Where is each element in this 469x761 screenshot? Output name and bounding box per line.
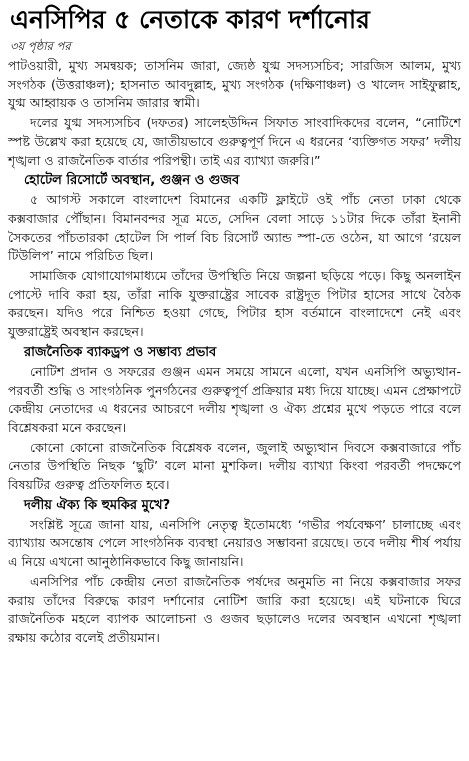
section-heading: হোটেল রিসোর্টে অবস্থান, গুঞ্জন ও গুজব — [24, 173, 240, 189]
article-paragraph: সামাজিক যোগাযোগমাধ্যমে তাঁদের উপস্থিতি নিয়ে জল্পনা ছড়িয়ে পড়ে। কিছু অনলাইন পোস্টে দাবি করা হয়, তাঁরা নাকি যুক্তরাষ্ট্রের সাবেক রাষ্ট্রদূত পিটার হাসের সাথে বৈঠক করছেন। যদিও পরে নিশ্চিত হওয়া গেছে, পিটার হাস বর্তমানে বাংলাদেশে নেই এবং যুক্তরাষ্ট্রেই অবস্থান করছেন। — [8, 268, 461, 340]
article-paragraph: পাটওয়ারী, মুখ্য সমন্বয়ক; তাসনিম জারা, জ্যেষ্ঠ যুগ্ম সদস্যসচিব; সারজিস আলম, মুখ্য সংগঠক (উত্তরাঞ্চল); হাসনাত আবদুল্লাহ, মুখ্য সংগঠক (দক্ষিণাঞ্চল) ও খালেদ সাইফুল্লাহ, যুগ্ম আহ্বায়ক ও তাসনিম জারার স্বামী। — [8, 58, 461, 111]
article-paragraph: ৫ আগস্ট সকালে বাংলাদেশ বিমানের একটি ফ্লাইটে ওই পাঁচ নেতা ঢাকা থেকে কক্সবাজার পৌঁছান। বিমানবন্দর সূত্র মতে, সেদিন বেলা সাড়ে ১১টার দিকে তাঁরা ইনানী সৈকতের পাঁচতারকা হোটেল সি পার্ল বিচ রিসোর্ট অ্যান্ড স্পা-তে ওঠেন, যা আগে ‘রয়েল টিউলিপ’ নামে পরিচিত ছিল। — [8, 192, 461, 264]
article-headline: এনসিপির ৫ নেতাকে কারণ দর্শানোর — [10, 5, 370, 34]
article-paragraph: দলের যুগ্ম সদস্যসচিব (দফতর) সালেহউদ্দিন সিফাত সাংবাদিকদের বলেন, “নোটিশে স্পষ্ট উল্লেখ করা হয়েছে যে, জাতীয়ভাবে গুরুত্বপূর্ণ দিনে এ ধরনের ‘ব্যক্তিগত সফর’ দলীয় শৃঙ্খলা ও রাজনৈতিক বার্তার পরিপন্থী। তাই এর ব্যাখ্যা জরুরি।” — [8, 115, 461, 168]
section-heading: রাজনৈতিক ব্যাকড্রপ ও সম্ভাব্য প্রভাব — [24, 344, 217, 360]
article-paragraph: এনসিপির পাঁচ কেন্দ্রীয় নেতা রাজনৈতিক পর্ষদের অনুমতি না নিয়ে কক্সবাজার সফর করায় তাঁদের বিরুদ্ধে কারণ দর্শানোর নোটিশ জারি করা হয়েছে। এই ঘটনাকে ঘিরে রাজনৈতিক মহলে ব্যাপক আলোচনা ও গুজব ছড়ালেও দলের অবস্থান এখনো শৃঙ্খলা রক্ষায় কঠোর বলেই প্রতীয়মান। — [8, 573, 461, 645]
article-paragraph: কোনো কোনো রাজনৈতিক বিশ্লেষক বলেন, জুলাই অভ্যুত্থান দিবসে কক্সবাজারে পাঁচ নেতার উপস্থিতি নিছক ‘ছুটি’ বলে মানা মুশকিল। দলীয় ব্যাখ্যা কিংবা পরবর্তী পদক্ষেপে বিষয়টির গুরুত্ব প্রতিফলিত হবে। — [8, 439, 461, 493]
continued-from-label: ৩য় পৃষ্ঠার পর — [10, 39, 71, 53]
article-paragraph: সংশ্লিষ্ট সূত্রে জানা যায়, এনসিপি নেতৃত্ব ইতোমধ্যে ‘গভীর পর্যবেক্ষণ’ চালাচ্ছে এবং ব্যাখ্যায় অসন্তোষ পেলে সাংগঠনিক ব্যবস্থা নেয়ারও সম্ভাবনা রয়েছে। তবে দলীয় শীর্ষ পর্যায় এ নিয়ে এখনো আনুষ্ঠানিকভাবে কিছু জানায়নি। — [8, 516, 461, 570]
section-heading: দলীয় ঐক্য কি হুমকির মুখে? — [24, 497, 171, 513]
article-paragraph: নোটিশ প্রদান ও সফরের গুঞ্জন এমন সময়ে সামনে এলো, যখন এনসিপি অভ্যুত্থান-পরবর্তী শুদ্ধি ও সাংগঠনিক পুনর্গঠনের গুরুত্বপূর্ণ প্রক্রিয়ার মধ্য দিয়ে যাচ্ছে। এমন প্রেক্ষাপটে কেন্দ্রীয় নেতাদের এ ধরনের আচরণে দলীয় শৃঙ্খলা ও ঐক্য প্রশ্নের মুখে পড়তে পারে বলে বিশ্লেষকরা মনে করছেন। — [8, 363, 461, 435]
